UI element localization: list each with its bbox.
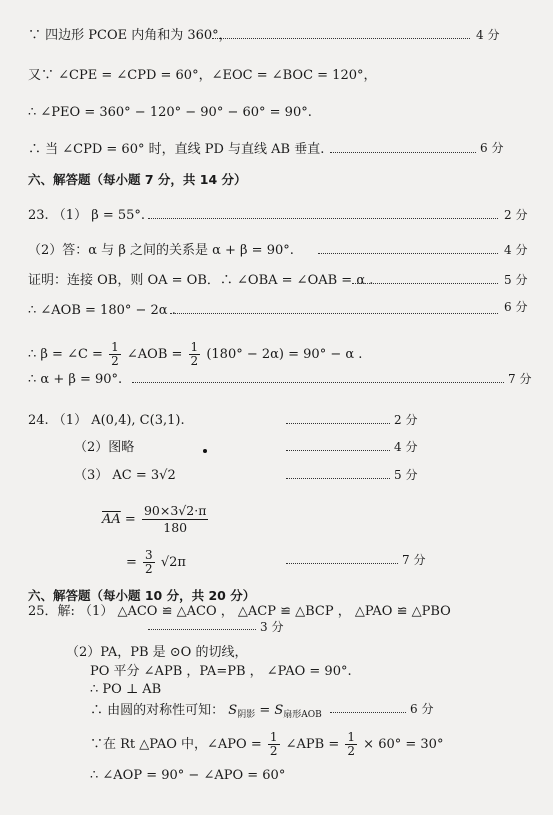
arc-symbol: $\overline{AA}$: [102, 512, 121, 527]
area-subscript-sector: 扇形AOB: [283, 710, 322, 720]
area-symbol: S: [228, 703, 238, 718]
fraction-denominator: 2: [145, 562, 153, 576]
dot-leader: [286, 450, 390, 451]
line-q23-part2-answer: （2）答：α 与 β 之间的关系是 α + β = 90°.: [28, 243, 294, 258]
fraction-numerator: 90×3√2·π: [143, 503, 207, 518]
score-label: 6 分: [480, 141, 504, 155]
fraction-numerator: 3: [145, 548, 153, 562]
line-angle-equalities: 又∵ ∠CPE = ∠CPD = 60°，∠EOC = ∠BOC = 120°，: [28, 68, 377, 83]
equals-sign: =: [126, 555, 137, 570]
fraction-numerator: 1: [111, 340, 119, 354]
line-arc-result: [126, 548, 186, 578]
dot-leader: [212, 38, 470, 39]
section-heading-ten-points: 六、解答题（每小题 10 分，共 20 分）: [28, 588, 256, 603]
dot-leader: [352, 283, 498, 284]
line-angle-pe0: ∴ ∠PEO = 360° − 120° − 90° − 60° = 90°.: [28, 105, 312, 120]
line-right-triangle: [90, 730, 443, 760]
line-q25-part1: 25．解: （1） △ACO ≌ △ACO ， △ACP ≌ △BCP ， △PAO ≌ △PBO: [28, 604, 451, 619]
line-angle-aob: ∴ ∠AOB = 180° − 2α .: [28, 303, 176, 318]
fraction-denominator: 2: [190, 354, 199, 368]
line-perpendicular-conclusion: ∴ 当 ∠CPD = 60° 时，直线 PD 与直线 AB 垂直.: [28, 142, 325, 157]
triangle-text: ∠APB =: [285, 737, 340, 752]
fraction-numerator: 1: [190, 340, 199, 354]
fraction-arc-length: [142, 503, 208, 536]
score-label: 2 分: [504, 208, 528, 222]
score-label: 6 分: [410, 702, 434, 716]
symmetry-text: ∴ 由圆的对称性可知：: [90, 703, 225, 718]
line-q24-part1: 24. （1） A(0,4), C(3,1).: [28, 413, 185, 428]
line-q24-part3: （3） AC = 3√2: [74, 468, 176, 483]
dot-leader: [286, 478, 390, 479]
beta-derivation-part: (180° − 2α) = 90° − α .: [206, 347, 363, 362]
fraction-denominator: 2: [111, 354, 119, 368]
line-proof-start: 证明：连接 OB，则 OA = OB．∴ ∠OBA = ∠OAB = α .: [28, 273, 374, 288]
beta-derivation-part: ∠AOB =: [126, 347, 183, 362]
score-label: 2 分: [394, 413, 418, 427]
score-label: 5 分: [394, 468, 418, 482]
fraction-numerator: 1: [347, 730, 356, 744]
fraction-denominator: 180: [163, 520, 188, 535]
line-q24-part2: （2）图略: [74, 440, 135, 455]
line-bisector-statement: PO 平分 ∠APB ，PA=PB ， ∠PAO = 90°.: [90, 664, 352, 679]
line-arc-length: [102, 500, 210, 540]
fraction-denominator: 2: [347, 744, 356, 758]
fraction-one-half: [109, 341, 121, 368]
dot-leader: [318, 253, 498, 254]
line-area-symmetry: [90, 703, 322, 723]
line-quadrilateral-angle-sum: ∵ 四边形 PCOE 内角和为 360°，: [28, 28, 232, 43]
dot-leader: [286, 423, 390, 424]
score-label: 7 分: [508, 372, 532, 386]
dot-leader: [148, 218, 498, 219]
triangle-text: × 60° = 30°: [363, 737, 444, 752]
arc-result-value: √2π: [160, 555, 186, 570]
dot-leader: [330, 712, 406, 713]
score-label: 4 分: [394, 440, 418, 454]
line-conclusion-alpha-beta: ∴ α + β = 90°.: [28, 372, 123, 387]
ink-dot: [203, 449, 207, 453]
area-subscript-shaded: 阴影: [237, 710, 256, 720]
dot-leader: [148, 629, 256, 630]
line-beta-derivation: [28, 340, 362, 370]
fraction-one-half: [189, 341, 201, 368]
fraction-three-half: [143, 549, 155, 576]
fraction-one-half: [345, 731, 357, 758]
score-label: 4 分: [504, 243, 528, 257]
fraction-numerator: 1: [269, 730, 278, 744]
beta-derivation-part: ∴ β = ∠C =: [28, 347, 103, 362]
dot-leader: [330, 152, 476, 153]
score-label: 5 分: [504, 273, 528, 287]
dot-leader: [132, 382, 504, 383]
score-label: 4 分: [476, 28, 500, 42]
fraction-one-half: [268, 731, 280, 758]
fraction-denominator: 2: [269, 744, 278, 758]
line-q23-part1: 23. （1） β = 55°.: [28, 208, 146, 223]
dot-leader: [170, 313, 498, 314]
score-label: 7 分: [402, 553, 426, 567]
equals-sign: =: [124, 512, 136, 527]
line-po-perpendicular: ∴ PO ⊥ AB: [90, 682, 162, 697]
line-tangent-statement: （2）PA，PB 是 ⊙O 的切线，: [66, 645, 248, 660]
line-angle-aop: ∴ ∠AOP = 90° − ∠APO = 60°: [90, 768, 286, 783]
score-label: 3 分: [260, 620, 284, 634]
triangle-text: ∵在 Rt △PAO 中，∠APO =: [90, 737, 262, 752]
dot-leader: [286, 563, 398, 564]
section-heading-seven-points: 六、解答题（每小题 7 分，共 14 分）: [28, 172, 247, 187]
score-label: 6 分: [504, 300, 528, 314]
area-symbol: = S: [255, 703, 284, 718]
